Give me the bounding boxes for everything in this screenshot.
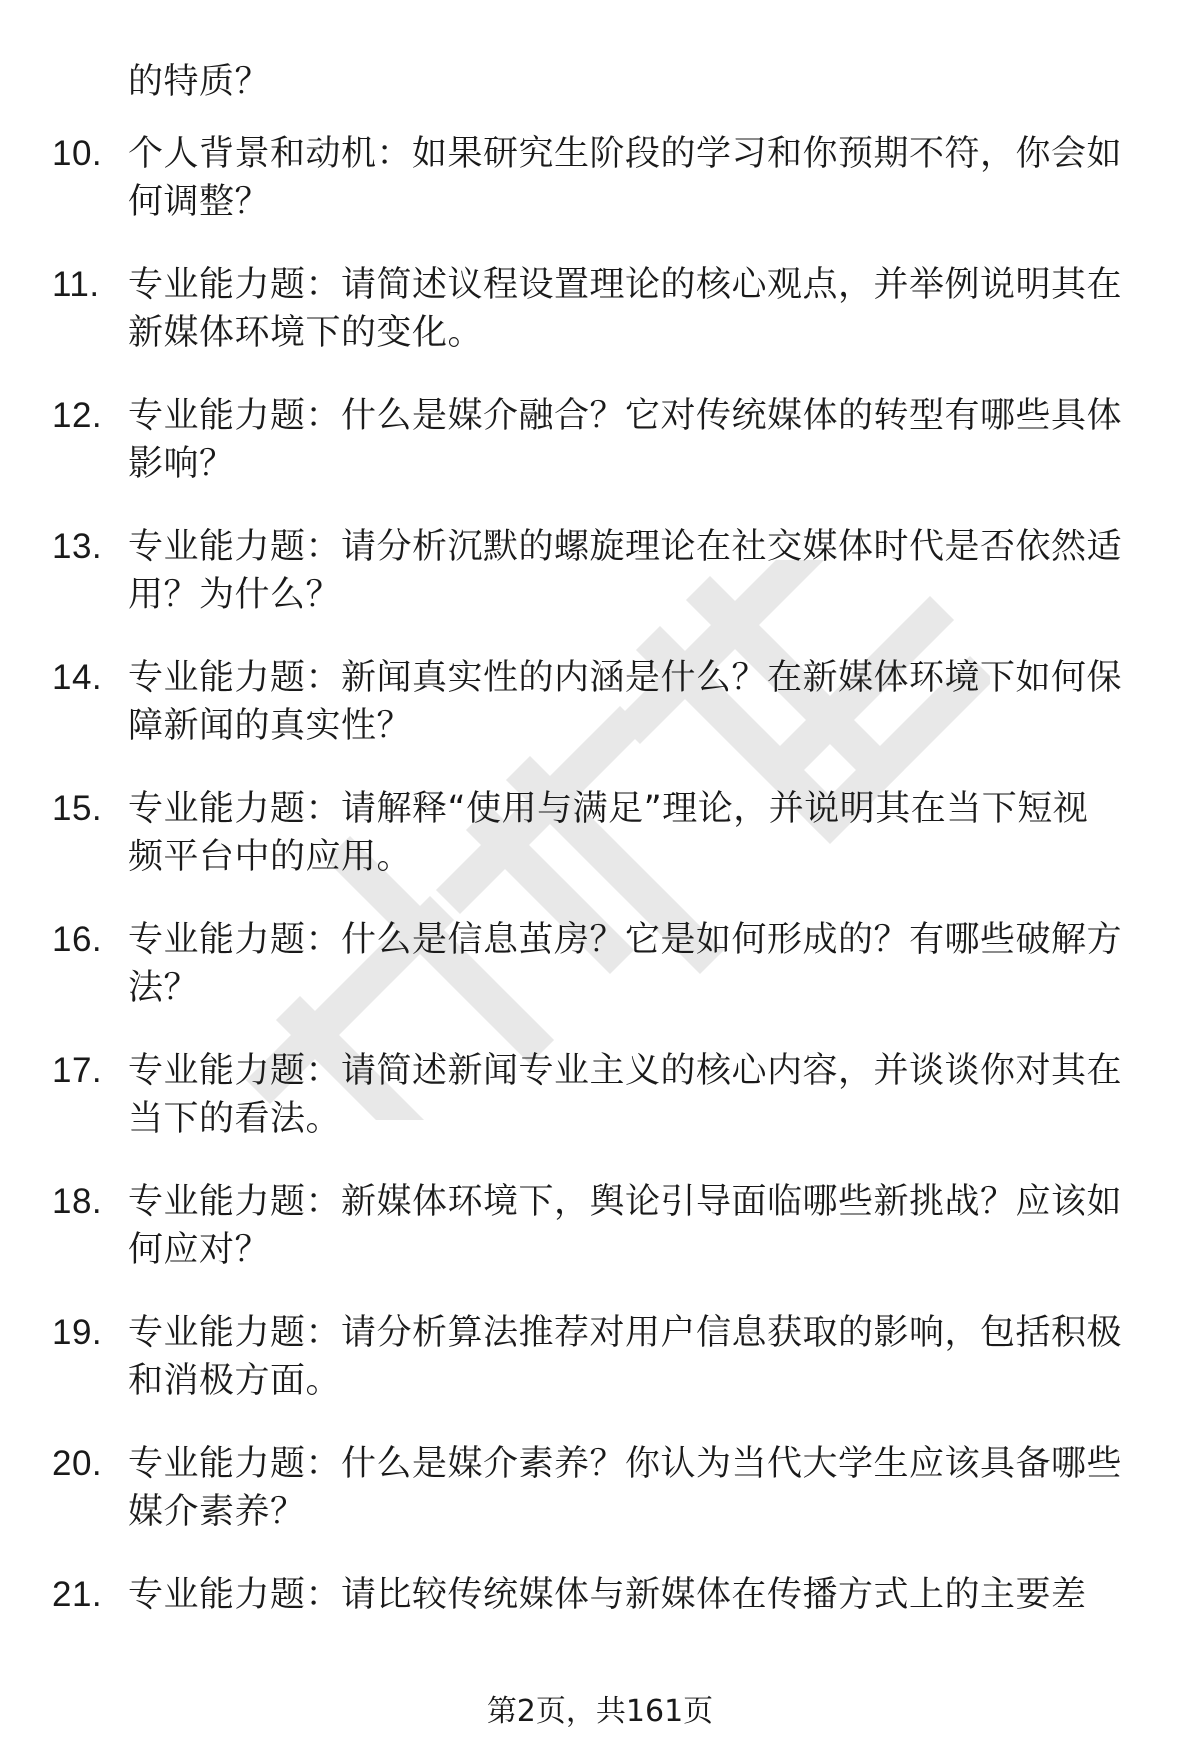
- question-text: 专业能力题：请分析算法推荐对用户信息获取的影响，包括积极 和消极方面。: [128, 1313, 1123, 1401]
- question-text: 专业能力题：请分析沉默的螺旋理论在社交媒体时代是否依然适 用？为什么？: [128, 527, 1123, 615]
- question-item: [0, 1571, 1200, 1619]
- question-item: [0, 916, 1200, 1012]
- continuation-line: [0, 58, 1200, 106]
- question-number: 13.: [52, 527, 103, 566]
- question-item: [0, 1440, 1200, 1536]
- question-number: 21.: [52, 1575, 103, 1614]
- question-number: 16.: [52, 920, 103, 959]
- question-item: [0, 523, 1200, 619]
- question-item: [0, 785, 1200, 881]
- question-item: [0, 654, 1200, 750]
- question-text: 个人背景和动机：如果研究生阶段的学习和你预期不符，你会如 何调整？: [128, 134, 1123, 222]
- question-number: 10.: [52, 134, 103, 173]
- question-number: 15.: [52, 789, 103, 828]
- question-number: 20.: [52, 1444, 103, 1483]
- question-number: 11.: [52, 265, 100, 304]
- question-number: 19.: [52, 1313, 103, 1352]
- question-text: 专业能力题：新媒体环境下，舆论引导面临哪些新挑战？应该如 何应对？: [128, 1182, 1123, 1270]
- continuation-text: 的特质？: [128, 62, 271, 102]
- question-item: [0, 1047, 1200, 1143]
- question-item: [0, 1178, 1200, 1274]
- question-number: 12.: [52, 396, 103, 435]
- question-item: [0, 1309, 1200, 1405]
- question-number: 14.: [52, 658, 103, 697]
- page-footer: 第2页，共161页: [486, 1694, 714, 1729]
- question-item: [0, 261, 1200, 357]
- question-item: [0, 130, 1200, 226]
- question-text: 专业能力题：新闻真实性的内涵是什么？在新媒体环境下如何保 障新闻的真实性？: [128, 658, 1123, 746]
- question-text: 专业能力题：请解释“使用与满足”理论，并说明其在当下短视 频平台中的应用。: [128, 789, 1089, 877]
- question-text: 专业能力题：请简述议程设置理论的核心观点，并举例说明其在 新媒体环境下的变化。: [128, 265, 1123, 353]
- question-text: 专业能力题：什么是媒介融合？它对传统媒体的转型有哪些具体 影响？: [128, 396, 1123, 484]
- question-number: 18.: [52, 1182, 103, 1221]
- question-item: [0, 392, 1200, 488]
- question-text: 专业能力题：什么是信息茧房？它是如何形成的？有哪些破解方 法？: [128, 920, 1123, 1008]
- question-text: 专业能力题：请简述新闻专业主义的核心内容，并谈谈你对其在 当下的看法。: [128, 1051, 1123, 1139]
- question-text: 专业能力题：请比较传统媒体与新媒体在传播方式上的主要差: [128, 1575, 1087, 1615]
- question-list: [0, 130, 1200, 1654]
- question-number: 17.: [52, 1051, 103, 1090]
- question-text: 专业能力题：什么是媒介素养？你认为当代大学生应该具备哪些 媒介素养？: [128, 1444, 1123, 1532]
